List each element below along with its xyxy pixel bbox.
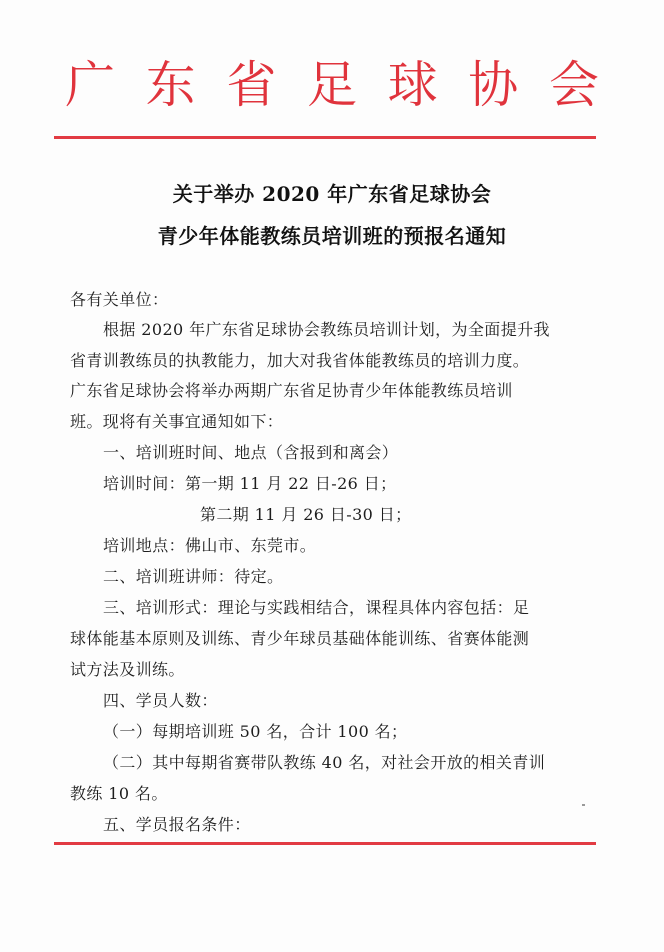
section-heading: 五、学员报名条件： — [103, 815, 251, 834]
document-title-line-2: 青少年体能教练员培训班的预报名通知 — [157, 224, 507, 248]
letterhead-title — [60, 52, 604, 118]
body-text-line: 根据 2020 年广东省足球协会教练员培训计划，为全面提升我 — [103, 320, 550, 339]
section-heading: 三、培训形式：理论与实践相结合，课程具体内容包括：足 — [103, 598, 530, 617]
footer-divider — [54, 842, 596, 845]
body-text-line: 培训时间：第一期 11 月 22 日-26 日； — [103, 474, 397, 493]
letterhead-char: 东 — [145, 56, 196, 114]
letterhead-char: 协 — [468, 56, 519, 114]
section-heading: 二、培训班讲师：待定。 — [103, 567, 284, 586]
body-text-line: 班。现将有关事宜通知如下： — [70, 412, 284, 431]
salutation: 各有关单位： — [70, 290, 169, 309]
document-title-line-1: 关于举办 2020 年广东省足球协会 — [172, 182, 492, 206]
body-text-line: 第二期 11 月 26 日-30 日； — [200, 505, 412, 524]
letterhead-char: 会 — [548, 56, 599, 114]
letterhead-char: 球 — [387, 56, 438, 114]
body-text-line: 广东省足球协会将举办两期广东省足协青少年体能教练员培训 — [70, 381, 513, 400]
body-text-line: （一）每期培训班 50 名，合计 100 名； — [103, 722, 408, 741]
scan-speck — [582, 804, 585, 806]
section-heading: 一、培训班时间、地点（含报到和离会） — [103, 443, 399, 462]
letterhead-char: 省 — [226, 56, 277, 114]
letterhead-char: 广 — [65, 56, 115, 114]
body-text-line: 试方法及训练。 — [70, 660, 185, 679]
letterhead-divider — [54, 136, 596, 139]
letterhead-char: 足 — [306, 56, 357, 114]
body-text-line: 球体能基本原则及训练、青少年球员基础体能训练、省赛体能测 — [70, 629, 530, 648]
body-text-line: 培训地点：佛山市、东莞市。 — [103, 536, 317, 555]
body-text-line: （二）其中每期省赛带队教练 40 名，对社会开放的相关青训 — [103, 753, 546, 772]
body-text-line: 教练 10 名。 — [70, 784, 168, 803]
body-text-line: 省青训教练员的执教能力，加大对我省体能教练员的培训力度。 — [70, 351, 530, 370]
section-heading: 四、学员人数： — [103, 691, 218, 710]
